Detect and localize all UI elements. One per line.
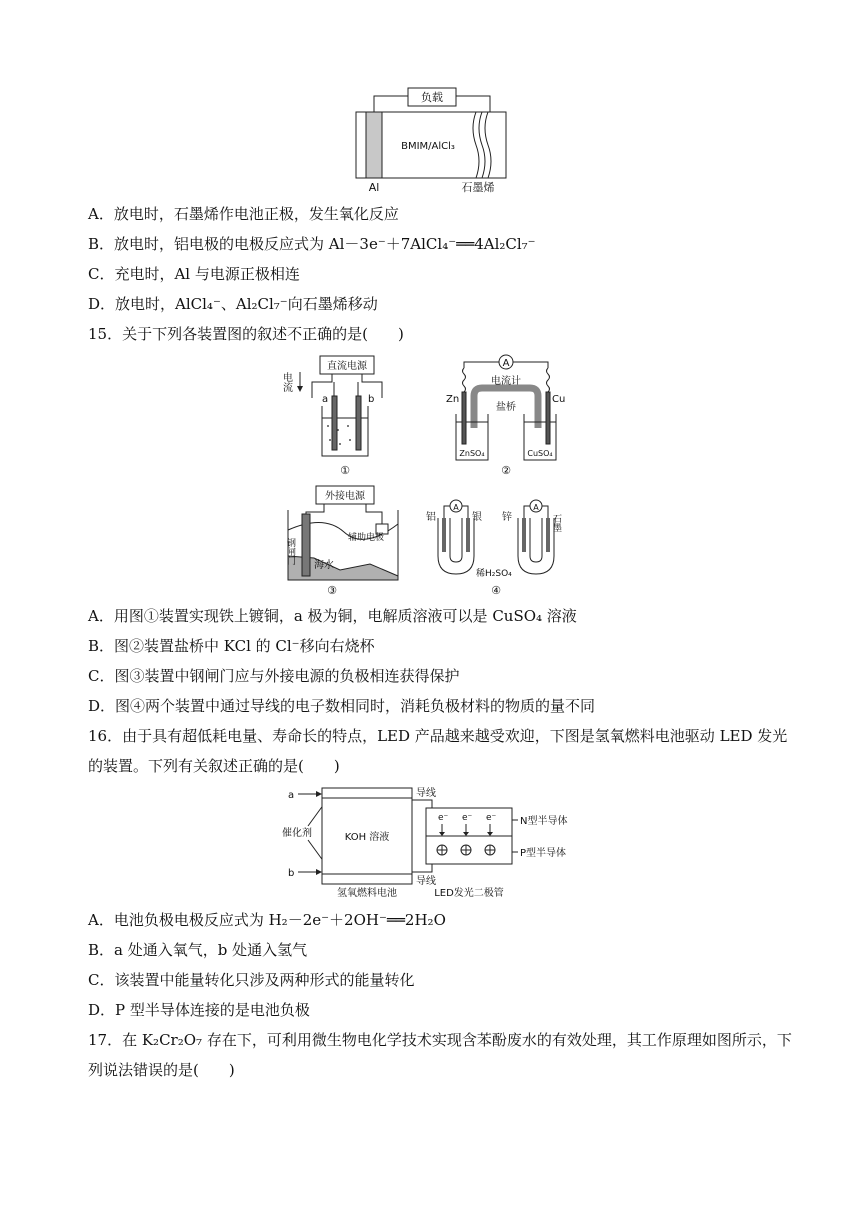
cu-label: Cu (552, 394, 566, 405)
q14-option-a: A．放电时，石墨烯作电池正极，发生氧化反应 (88, 205, 399, 223)
steel-gate-label: 钢闸门 (285, 538, 295, 565)
seawater-label: 海水 (314, 560, 334, 571)
fuel-cell-caption: 氢氧燃料电池 (337, 888, 397, 899)
svg-text:e⁻: e⁻ (486, 813, 497, 823)
q15-stem: 15．关于下列各装置图的叙述不正确的是( ) (88, 325, 404, 343)
q17-stem-line1: 17．在 K₂Cr₂O₇ 存在下，可利用微生物电化学技术实现含苯酚废水的有效处理，其工作原理如图所示，下 (88, 1031, 792, 1049)
q15-option-a: A．用图①装置实现铁上镀铜，a 极为铜，电解质溶液可以是 CuSO₄ 溶液 (88, 607, 577, 625)
q15-option-d: D．图④两个装置中通过导线的电子数相同时，消耗负极材料的物质的量不同 (88, 697, 596, 715)
svg-text:e⁻: e⁻ (462, 813, 473, 823)
steel-gate (302, 514, 310, 576)
led-caption: LED发光二极管 (434, 888, 504, 899)
svg-text:A: A (502, 358, 510, 369)
n-type-label: N型半导体 (520, 816, 568, 827)
q15-option-b: B．图②装置盐桥中 KCl 的 Cl⁻移向右烧杯 (88, 637, 375, 655)
q14-option-b: B．放电时，铝电极的电极反应式为 Al－3e⁻＋7AlCl₄⁻══4Al₂Cl₇⁻ (88, 235, 536, 253)
inlet-b-label: b (288, 868, 295, 879)
ag-electrode-label: 银 (472, 512, 482, 523)
svg-text:A: A (453, 503, 459, 512)
figure-3-number: ③ (327, 584, 337, 597)
aluminum-electrode (366, 112, 382, 178)
figure-1-number: ① (340, 464, 350, 477)
figure-2-galvanic-cell (444, 352, 570, 478)
aux-electrode-label: 辅助电极 (348, 533, 385, 543)
ammeter-label: 电流计 (491, 376, 521, 387)
electrolyte-label: BMIM/AlCl₃ (401, 141, 455, 152)
q16-option-b: B．a 处通入氧气，b 处通入氢气 (88, 941, 308, 959)
zn-electrode-label: 锌 (502, 512, 512, 523)
q16-stem-line2: 的装置。下列有关叙述正确的是( ) (88, 757, 340, 775)
q14-option-c: C．充电时，Al 与电源正极相连 (88, 265, 300, 283)
q16-option-a: A．电池负极电极反应式为 H₂－2e⁻＋2OH⁻══2H₂O (88, 911, 446, 929)
al-electrode-label: 铝 (426, 512, 436, 523)
dilute-h2so4-label: 稀H₂SO₄ (476, 569, 512, 579)
figure-2-number: ② (501, 464, 511, 477)
catalyst-label: 催化剂 (282, 828, 312, 839)
zn-label: Zn (446, 394, 460, 405)
fuel-cell-led-figure (280, 782, 596, 902)
electrode-a-label: a (322, 394, 329, 405)
load-label: 负载 (421, 91, 443, 104)
current-label: 电流 (280, 372, 292, 392)
svg-text:A: A (533, 503, 539, 512)
q14-option-d: D．放电时，AlCl₄⁻、Al₂Cl₇⁻向石墨烯移动 (88, 295, 378, 313)
graphite-electrode-label: 石墨 (551, 514, 561, 532)
q16-stem-line1: 16．由于具有超低耗电量、寿命长的特点，LED 产品越来越受欢迎，下图是氢氧燃料电池驱动 LED 发光 (88, 727, 788, 745)
electrode-b-label: b (368, 394, 375, 405)
external-power-label: 外接电源 (325, 491, 365, 502)
dc-power-label: 直流电源 (327, 361, 367, 372)
q16-option-d: D．P 型半导体连接的是电池负极 (88, 1001, 310, 1019)
wire-bottom-label: 导线 (416, 876, 436, 887)
al-label: Al (368, 181, 380, 194)
cuso4-label: CuSO₄ (527, 449, 553, 458)
inlet-a-label: a (288, 790, 295, 801)
figure-3-cathodic-protection (284, 484, 404, 598)
koh-solution-label: KOH 溶液 (344, 832, 390, 843)
q15-option-c: C．图③装置中钢闸门应与外接电源的负极相连获得保护 (88, 667, 460, 685)
znso4-label: ZnSO₄ (459, 449, 485, 458)
figure-1-electrolysis (282, 352, 398, 478)
q16-option-c: C．该装置中能量转化只涉及两种形式的能量转化 (88, 971, 415, 989)
q17-stem-line2: 列说法错误的是( ) (88, 1061, 235, 1079)
p-type-label: P型半导体 (520, 848, 567, 859)
wire-top-label: 导线 (416, 788, 436, 799)
salt-bridge-label: 盐桥 (496, 402, 516, 413)
figure-4-number: ④ (491, 584, 501, 597)
battery-figure (352, 84, 512, 198)
graphene-label: 石墨烯 (461, 181, 495, 194)
figure-4-u-tube-cells (424, 496, 584, 598)
svg-text:e⁻: e⁻ (438, 813, 449, 823)
